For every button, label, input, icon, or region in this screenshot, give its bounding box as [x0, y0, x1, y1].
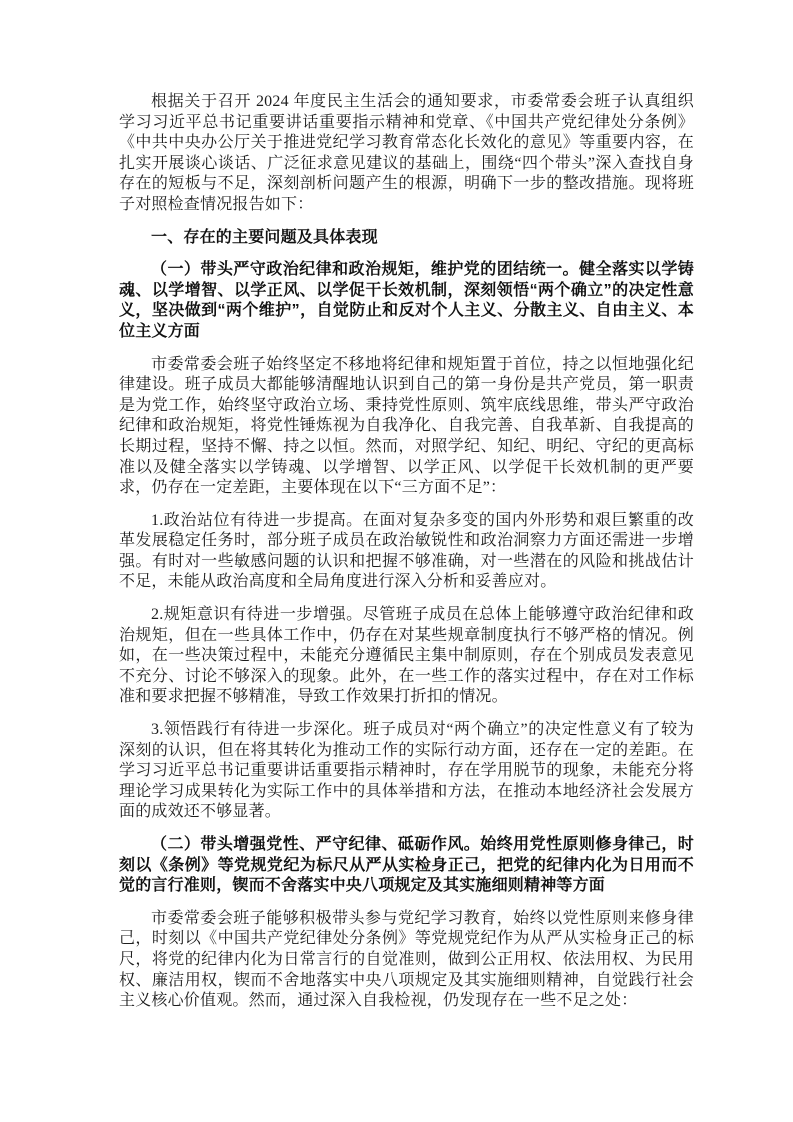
- subsection-heading-2-party-spirit: （二）带头增强党性、严守纪律、砥砺作风。始终用党性原则修身律己，时刻以《条例》等党规党纪为标尺从严从实检身正己，把党的纪律内化为日用而不觉的言行准则，锲而不舍落实中央八项规定及其实施细则精神等方面: [119, 836, 694, 895]
- paragraph-overview-discipline: 市委常委会班子始终坚定不移地将纪律和规矩置于首位，持之以恒地强化纪律建设。班子成员大都能够清醒地认识到自己的第一身份是共产党员，第一职责是为党工作，始终坚守政治立场、秉持党性原则、筑牢底线思维，带头严守政治纪律和政治规矩，将党性锤炼视为自我净化、自我完善、自我革新、自我提高的长期过程，坚持不懈、持之以恒。然而，对照学纪、知纪、明纪、守纪的更高标准以及健全落实以学铸魂、以学增智、以学正风、以学促干长效机制的更严要求，仍存在一定差距，主要体现在以下“三方面不足”：: [119, 355, 694, 497]
- section-heading-main-problems: 一、存在的主要问题及具体表现: [151, 228, 378, 246]
- numbered-point-2-rules-awareness: 2.规矩意识有待进一步增强。尽管班子成员在总体上能够遵守政治纪律和政治规矩，但在一些具体工作中，仍存在对某些规章制度执行不够严格的情况。例如，在一些决策过程中，未能充分遵循民主集中制原则，存在个别成员发表意见不充分、讨论不够深入的现象。此外，在一些工作的落实过程中，存在对工作标准和要求把握不够精准，导致工作效果打折扣的情况。: [119, 606, 694, 706]
- numbered-point-3-understanding-practice: 3.领悟践行有待进一步深化。班子成员对“两个确立”的决定性意义有了较为深刻的认识，但在将其转化为推动工作的实际行动方面，还存在一定的差距。在学习习近平总书记重要讲话重要指示精神时，存在学用脱节的现象，未能充分将理论学习成果转化为实际工作中的具体举措和方法，在推动本地经济社会发展方面的成效还不够显著。: [119, 721, 694, 821]
- paragraph-overview-party-discipline-education: 市委常委会班子能够积极带头参与党纪学习教育，始终以党性原则来修身律己，时刻以《中国共产党纪律处分条例》等党规党纪作为从严从实检身正己的标尺，将党的纪律内化为日常言行的自觉准则，做到公正用权、依法用权、为民用权、廉洁用权，锲而不舍地落实中央八项规定及其实施细则精神，自觉践行社会主义核心价值观。然而，通过深入自我检视，仍发现存在一些不足之处：: [119, 909, 694, 1010]
- numbered-point-1-political-position: 1.政治站位有待进一步提高。在面对复杂多变的国内外形势和艰巨繁重的改革发展稳定任务时，部分班子成员在政治敏锐性和政治洞察力方面还需进一步增强。有时对一些敏感问题的认识和把握不够准确，对一些潜在的风险和挑战估计不足，未能从政治高度和全局角度进行深入分析和妥善应对。: [119, 511, 694, 591]
- intro-paragraph: 根据关于召开 2024 年度民主生活会的通知要求，市委常委会班子认真组织学习习近平总书记重要讲话重要指示精神和党章、《中国共产党纪律处分条例》《中共中央办公厅关于推进党纪学习教育常态化长效化的意见》等重要内容，在扎实开展谈心谈话、广泛征求意见建议的基础上，围绕“四个带头”深入查找自身存在的短板与不足，深刻剖析问题产生的根源，明确下一步的整改措施。现将班子对照检查情况报告如下：: [119, 93, 694, 213]
- subsection-heading-1-political-discipline: （一）带头严守政治纪律和政治规矩，维护党的团结统一。健全落实以学铸魂、以学增智、以学正风、以学促干长效机制，深刻领悟“两个确立”的决定性意义，坚决做到“两个维护”，自觉防止和反对个人主义、分散主义、自由主义、本位主义方面: [119, 261, 694, 340]
